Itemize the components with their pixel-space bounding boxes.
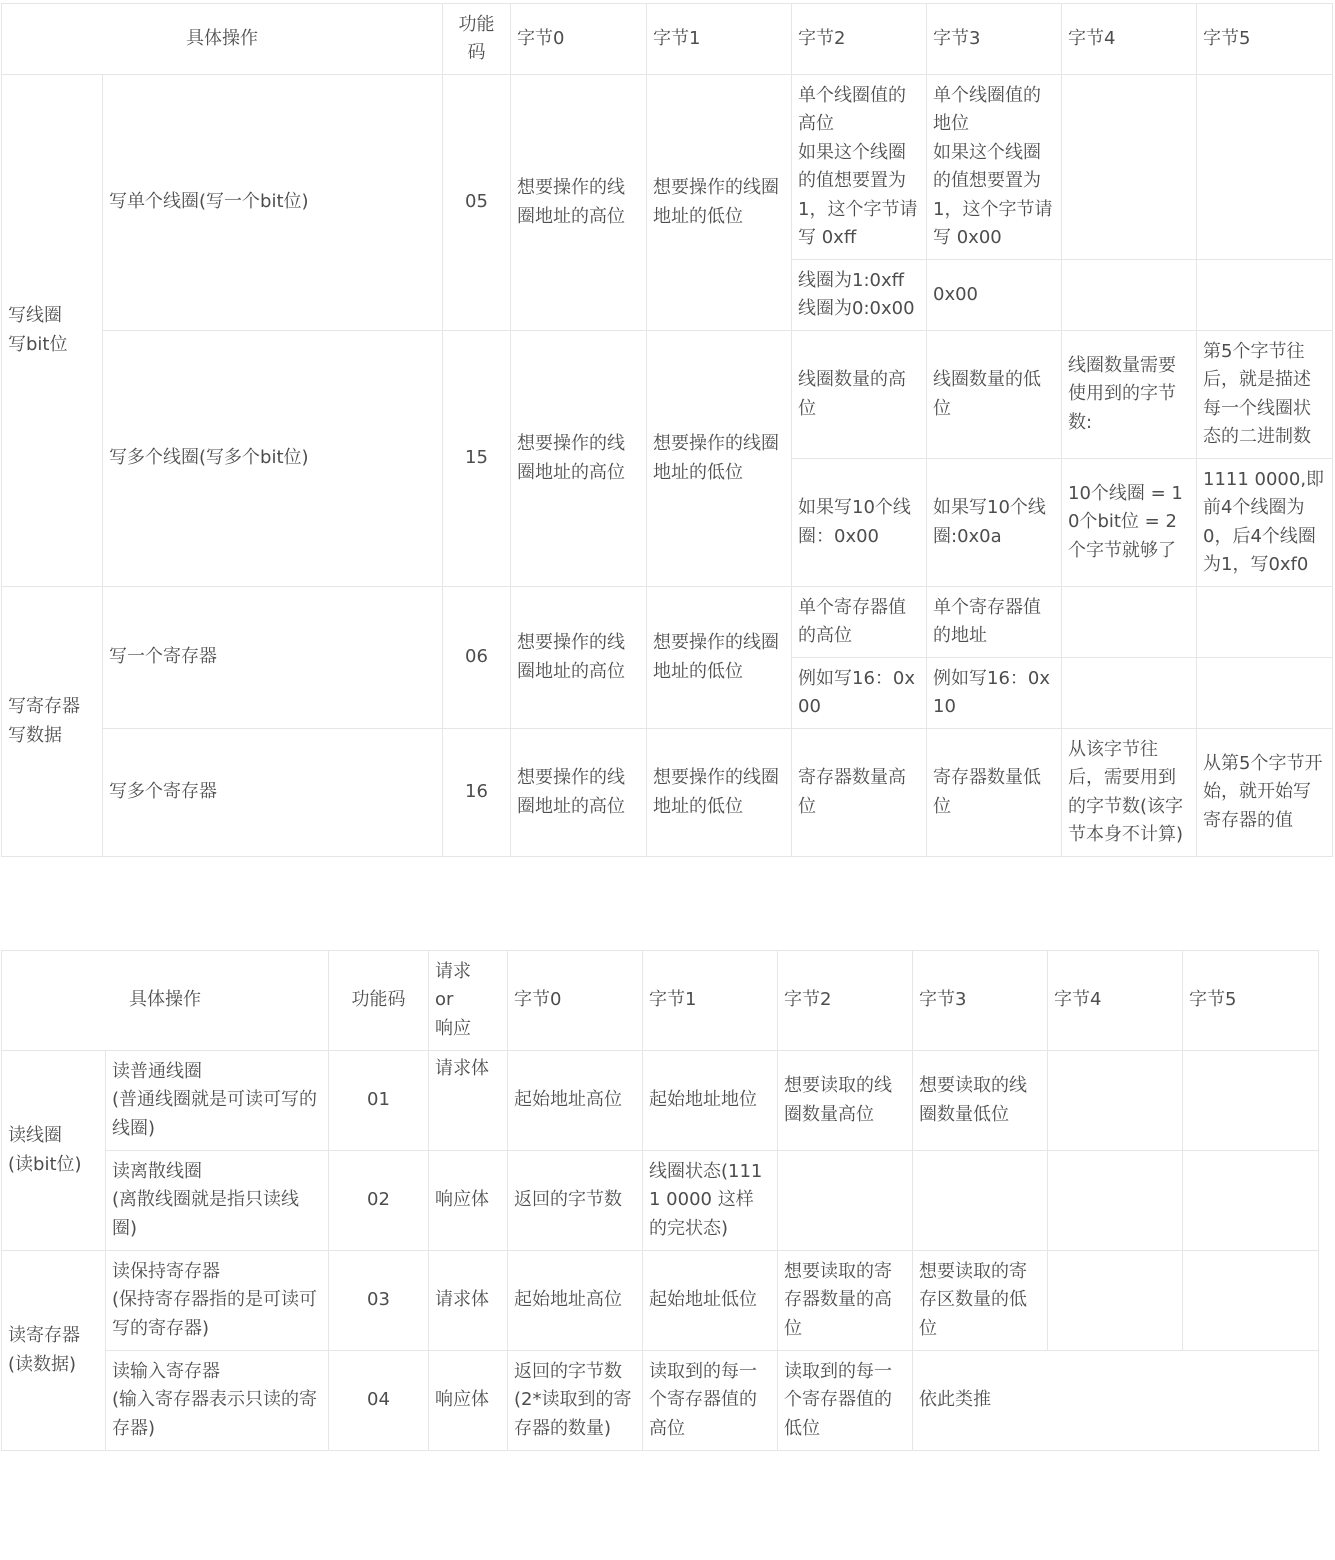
byte5-cell bbox=[1183, 1151, 1319, 1251]
byte3-cell bbox=[913, 1151, 1048, 1251]
request-response-cell: 请求体 bbox=[429, 1051, 508, 1151]
header-function-code: 功能 码 bbox=[443, 4, 511, 75]
byte5-cell bbox=[1183, 1251, 1319, 1351]
byte4-cell bbox=[1048, 1251, 1183, 1351]
byte3-cell: 单个寄存器值的地址 bbox=[927, 587, 1062, 658]
byte4-cell bbox=[1062, 75, 1197, 260]
byte2-cell bbox=[778, 1151, 913, 1251]
header-function-code: 功能码 bbox=[329, 951, 429, 1051]
group-label-write-coils: 写线圈 写bit位 bbox=[2, 75, 103, 587]
byte0-cell: 起始地址高位 bbox=[508, 1251, 643, 1351]
byte4-cell bbox=[1048, 1051, 1183, 1151]
header-byte5: 字节5 bbox=[1183, 951, 1319, 1051]
byte3-cell: 线圈数量的低位 bbox=[927, 331, 1062, 459]
request-response-cell: 请求体 bbox=[429, 1251, 508, 1351]
byte5-cell bbox=[1197, 658, 1333, 729]
header-byte2: 字节2 bbox=[792, 4, 927, 75]
byte4-cell bbox=[1048, 1151, 1183, 1251]
byte0-cell: 想要操作的线圈地址的高位 bbox=[511, 729, 647, 857]
byte2-cell: 想要读取的寄存器数量的高位 bbox=[778, 1251, 913, 1351]
table-row bbox=[2, 1151, 1319, 1251]
header-byte4: 字节4 bbox=[1062, 4, 1197, 75]
table-row bbox=[2, 587, 1333, 658]
op-cell: 读输入寄存器 (输入寄存器表示只读的寄存器) bbox=[106, 1351, 329, 1451]
byte0-cell: 起始地址高位 bbox=[508, 1051, 643, 1151]
byte2-cell: 寄存器数量高位 bbox=[792, 729, 927, 857]
request-response-cell: 响应体 bbox=[429, 1351, 508, 1451]
byte3-cell: 如果写10个线圈:0x0a bbox=[927, 459, 1062, 587]
op-cell: 写多个寄存器 bbox=[103, 729, 443, 857]
byte0-cell: 想要操作的线圈地址的高位 bbox=[511, 587, 647, 729]
table-row bbox=[2, 729, 1333, 857]
function-code-cell: 15 bbox=[443, 331, 511, 587]
header-byte0: 字节0 bbox=[511, 4, 647, 75]
byte5-cell bbox=[1197, 587, 1333, 658]
byte4-cell: 从该字节往后，需要用到的字节数(该字节本身不计算) bbox=[1062, 729, 1197, 857]
byte0-cell: 返回的字节数(2*读取到的寄存器的数量) bbox=[508, 1351, 643, 1451]
byte0-cell: 返回的字节数 bbox=[508, 1151, 643, 1251]
byte2-cell: 读取到的每一个寄存器值的低位 bbox=[778, 1351, 913, 1451]
byte3-to-byte5-cell: 依此类推 bbox=[913, 1351, 1319, 1451]
table1-header-row bbox=[2, 4, 1333, 75]
byte1-cell: 想要操作的线圈地址的低位 bbox=[647, 331, 792, 587]
byte1-cell: 想要操作的线圈地址的低位 bbox=[647, 729, 792, 857]
byte1-cell: 起始地址地位 bbox=[643, 1051, 778, 1151]
byte0-cell: 想要操作的线圈地址的高位 bbox=[511, 331, 647, 587]
byte5-cell: 第5个字节往后，就是描述每一个线圈状态的二进制数 bbox=[1197, 331, 1333, 459]
byte3-cell: 寄存器数量低位 bbox=[927, 729, 1062, 857]
op-cell: 写单个线圈(写一个bit位) bbox=[103, 75, 443, 331]
byte2-cell: 例如写16：0x00 bbox=[792, 658, 927, 729]
byte0-cell: 想要操作的线圈地址的高位 bbox=[511, 75, 647, 331]
op-cell: 读普通线圈 (普通线圈就是可读可写的线圈) bbox=[106, 1051, 329, 1151]
header-byte1: 字节1 bbox=[643, 951, 778, 1051]
byte4-cell: 10个线圈 = 10个bit位 = 2个字节就够了 bbox=[1062, 459, 1197, 587]
byte2-cell: 线圈为1:0xff 线圈为0:0x00 bbox=[792, 260, 927, 331]
function-code-cell: 16 bbox=[443, 729, 511, 857]
byte3-cell: 想要读取的寄存区数量的低位 bbox=[913, 1251, 1048, 1351]
byte5-cell: 1111 0000,即前4个线圈为0，后4个线圈为1，写0xf0 bbox=[1197, 459, 1333, 587]
byte4-cell bbox=[1062, 260, 1197, 331]
table-row bbox=[2, 331, 1333, 459]
byte1-cell: 想要操作的线圈地址的低位 bbox=[647, 75, 792, 331]
byte3-cell: 0x00 bbox=[927, 260, 1062, 331]
group-label-write-registers: 写寄存器 写数据 bbox=[2, 587, 103, 857]
header-op: 具体操作 bbox=[2, 4, 443, 75]
table-row bbox=[2, 1251, 1319, 1351]
byte1-cell: 读取到的每一个寄存器值的高位 bbox=[643, 1351, 778, 1451]
function-code-cell: 03 bbox=[329, 1251, 429, 1351]
byte1-cell: 起始地址低位 bbox=[643, 1251, 778, 1351]
function-code-cell: 06 bbox=[443, 587, 511, 729]
function-code-cell: 01 bbox=[329, 1051, 429, 1151]
read-operations-table bbox=[1, 950, 1319, 1451]
header-byte3: 字节3 bbox=[927, 4, 1062, 75]
header-byte2: 字节2 bbox=[778, 951, 913, 1051]
byte3-cell: 例如写16：0x10 bbox=[927, 658, 1062, 729]
header-request-or-response: 请求 or 响应 bbox=[429, 951, 508, 1051]
byte2-cell: 单个线圈值的高位 如果这个线圈的值想要置为1，这个字节请写 0xff bbox=[792, 75, 927, 260]
table2-header-row bbox=[2, 951, 1319, 1051]
byte3-cell: 单个线圈值的地位 如果这个线圈的值想要置为1，这个字节请写 0x00 bbox=[927, 75, 1062, 260]
byte5-cell: 从第5个字节开始，就开始写寄存器的值 bbox=[1197, 729, 1333, 857]
group-label-read-coils: 读线圈 (读bit位) bbox=[2, 1051, 106, 1251]
header-byte0: 字节0 bbox=[508, 951, 643, 1051]
op-cell: 读离散线圈 (离散线圈就是指只读线圈) bbox=[106, 1151, 329, 1251]
byte2-cell: 想要读取的线圈数量高位 bbox=[778, 1051, 913, 1151]
function-code-cell: 02 bbox=[329, 1151, 429, 1251]
header-byte4: 字节4 bbox=[1048, 951, 1183, 1051]
byte2-cell: 单个寄存器值的高位 bbox=[792, 587, 927, 658]
byte3-cell: 想要读取的线圈数量低位 bbox=[913, 1051, 1048, 1151]
byte2-cell: 线圈数量的高位 bbox=[792, 331, 927, 459]
byte5-cell bbox=[1197, 260, 1333, 331]
byte1-cell: 想要操作的线圈地址的低位 bbox=[647, 587, 792, 729]
table-row bbox=[2, 1051, 1319, 1151]
byte1-cell: 线圈状态(1111 0000 这样的完状态) bbox=[643, 1151, 778, 1251]
write-operations-table bbox=[1, 3, 1333, 857]
op-cell: 写多个线圈(写多个bit位) bbox=[103, 331, 443, 587]
op-cell: 写一个寄存器 bbox=[103, 587, 443, 729]
header-byte3: 字节3 bbox=[913, 951, 1048, 1051]
byte5-cell bbox=[1197, 75, 1333, 260]
byte4-cell bbox=[1062, 587, 1197, 658]
header-op: 具体操作 bbox=[2, 951, 329, 1051]
function-code-cell: 04 bbox=[329, 1351, 429, 1451]
header-byte5: 字节5 bbox=[1197, 4, 1333, 75]
byte4-cell bbox=[1062, 658, 1197, 729]
group-label-read-registers: 读寄存器 (读数据) bbox=[2, 1251, 106, 1451]
byte4-cell: 线圈数量需要使用到的字节数: bbox=[1062, 331, 1197, 459]
byte5-cell bbox=[1183, 1051, 1319, 1151]
function-code-cell: 05 bbox=[443, 75, 511, 331]
byte2-cell: 如果写10个线圈：0x00 bbox=[792, 459, 927, 587]
table-row bbox=[2, 75, 1333, 260]
header-byte1: 字节1 bbox=[647, 4, 792, 75]
table-row bbox=[2, 1351, 1319, 1451]
op-cell: 读保持寄存器 (保持寄存器指的是可读可写的寄存器) bbox=[106, 1251, 329, 1351]
request-response-cell: 响应体 bbox=[429, 1151, 508, 1251]
